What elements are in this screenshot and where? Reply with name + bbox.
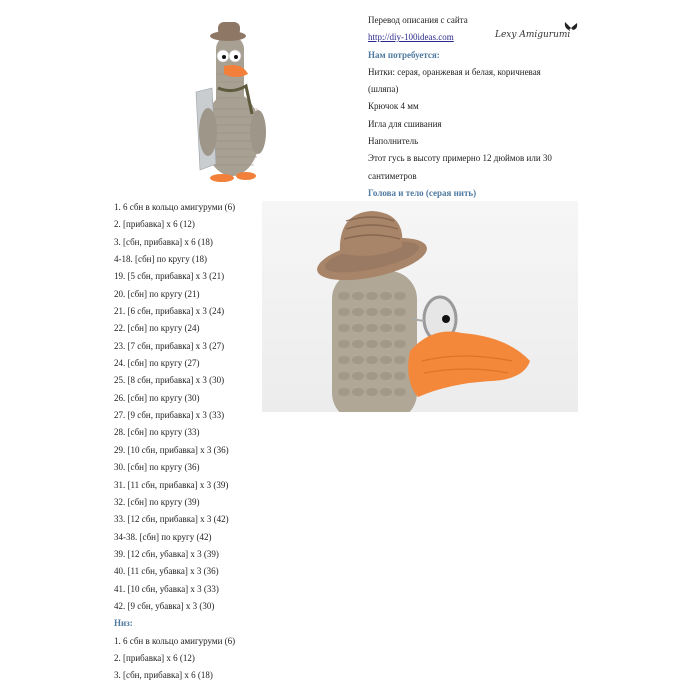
material-item: Этот гусь в высоту примерно 12 дюймов или 30 <box>368 153 552 164</box>
pattern-row: 29. [10 сбн, прибавка] x 3 (36) <box>114 444 229 455</box>
pattern-row: 3. [сбн, прибавка] x 6 (18) <box>114 236 213 247</box>
butterfly-icon <box>563 20 579 36</box>
material-item: сантиметров <box>368 170 417 181</box>
pattern-row: 20. [сбн] по кругу (21) <box>114 288 200 299</box>
goose-illustration-icon <box>190 14 270 186</box>
pattern-row: 22. [сбн] по кругу (24) <box>114 323 200 334</box>
pattern-row: 32. [сбн] по кругу (39) <box>114 496 200 507</box>
pattern-row: 27. [9 сбн, прибавка] x 3 (33) <box>114 410 225 421</box>
pattern-row: 39. [12 сбн, убавка] x 3 (39) <box>114 548 219 559</box>
pattern-row: 31. [11 сбн, прибавка] x 3 (39) <box>114 479 229 490</box>
source-link[interactable]: http://diy-100ideas.com <box>368 32 454 43</box>
pattern-row: 1. 6 сбн в кольцо амигуруми (6) <box>114 202 236 212</box>
pattern-row: 40. [11 сбн, убавка] x 3 (36) <box>114 566 219 577</box>
pattern-row: 28. [сбн] по кругу (33) <box>114 427 200 438</box>
pattern-row: 34-38. [сбн] по кругу (42) <box>114 531 212 542</box>
pattern-row: 21. [6 сбн, прибавка] x 3 (24) <box>114 306 225 317</box>
pattern-row: 2. [прибавка] x 6 (12) <box>114 652 195 663</box>
logo-text: Lexy Amigurumi <box>495 30 571 40</box>
logo <box>495 20 580 44</box>
pattern-row: 30. [сбн] по кругу (36) <box>114 462 200 473</box>
pattern-row: 2. [прибавка] x 6 (12) <box>114 219 195 230</box>
pattern-row: 33. [12 сбн, прибавка] x 3 (42) <box>114 514 229 525</box>
material-item: Игла для сшивания <box>368 118 442 129</box>
goose-closeup-image <box>262 201 578 412</box>
material-item: (шляпа) <box>368 84 399 95</box>
pattern-rows <box>114 199 235 685</box>
pattern-row: 19. [5 сбн, прибавка] x 3 (21) <box>114 271 225 282</box>
material-item: Наполнитель <box>368 136 419 147</box>
head-body-title: Голова и тело (серая нить) <box>368 187 477 198</box>
material-item: Нитки: серая, оранжевая и белая, коричневая <box>368 66 541 77</box>
goose-figure-image <box>190 14 270 186</box>
pattern-row: 24. [сбн] по кругу (27) <box>114 358 200 369</box>
source-label: Перевод описания с сайта <box>368 15 468 25</box>
bottom-title: Низ: <box>114 618 133 629</box>
goose-head-illustration-icon <box>262 201 578 412</box>
pattern-row: 25. [8 сбн, прибавка] x 3 (30) <box>114 375 225 386</box>
materials-title: Нам потребуется: <box>368 49 440 60</box>
pattern-row: 41. [10 сбн, убавка] x 3 (33) <box>114 583 219 594</box>
pattern-row: 23. [7 сбн, прибавка] x 3 (27) <box>114 340 225 351</box>
pattern-row: 1. 6 сбн в кольцо амигуруми (6) <box>114 635 236 646</box>
pattern-row: 3. [сбн, прибавка] x 6 (18) <box>114 670 213 681</box>
material-item: Крючок 4 мм <box>368 101 419 112</box>
pattern-row: 26. [сбн] по кругу (30) <box>114 392 200 403</box>
pattern-row: 4-18. [сбн] по кругу (18) <box>114 254 207 265</box>
pattern-row: 42. [9 сбн, убавка] x 3 (30) <box>114 600 215 611</box>
